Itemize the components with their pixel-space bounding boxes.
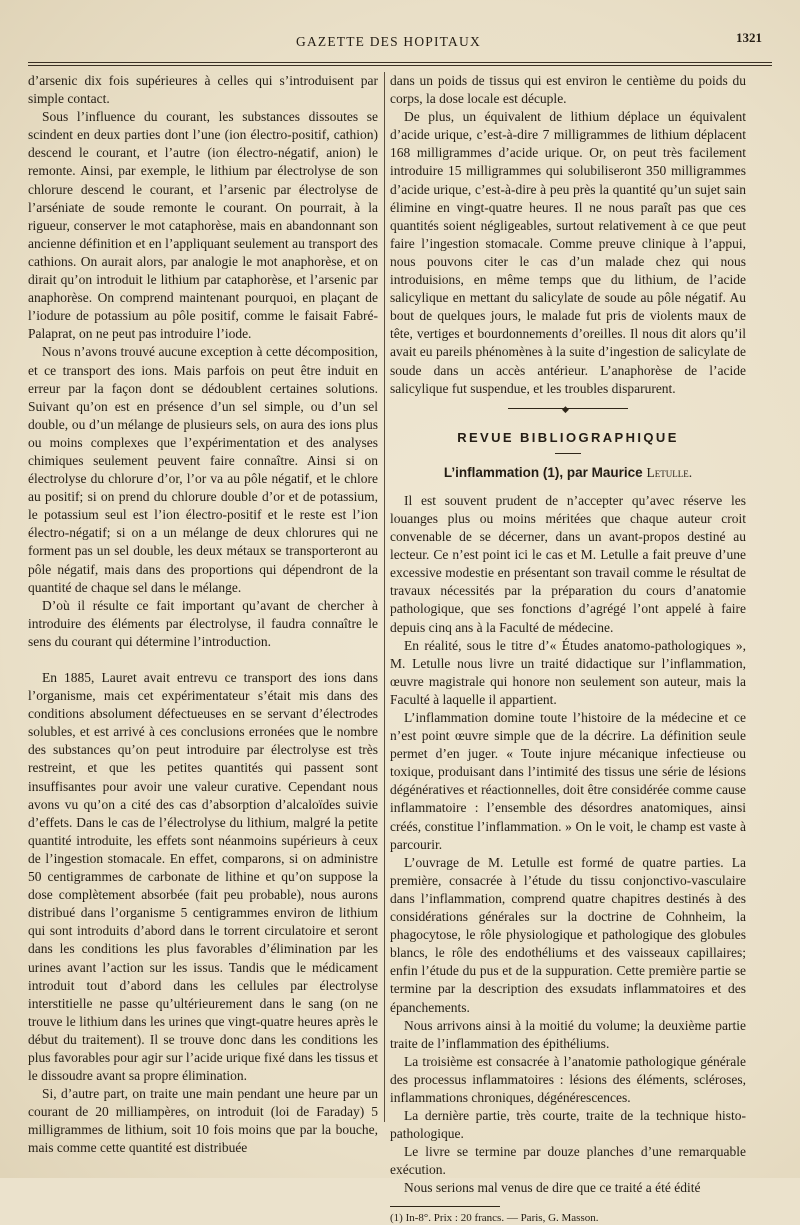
paragraph: Nous arrivons ainsi à la moitié du volume; la deuxième partie traite de l’inflammation des épithéliums. <box>390 1017 746 1051</box>
paragraph: Nous serions mal venus de dire que ce traité a été édité <box>404 1180 701 1196</box>
paragraph: Si, d’autre part, on traite une main pendant une heure par un courant de 20 milliampères, on introduit (loi de Faraday) 5 milligrammes de lithium, soit 10 fois moins que par la bouche, mais comme cette quantité est distribuée <box>28 1086 378 1156</box>
paragraph: De plus, un équivalent de lithium déplace un équivalent d’acide urique, c’est-à-dire 7 milligrammes de lithium déplacent 168 milligrammes d’acide urique. Or, on peut très facilement introduire 15 milligrammes qui solubiliseront 350 milligrammes d’acide urique, c’est-à-dire à peu près la quantité qu’un sujet sain élimine en vingt-quatre heures. Il ne nous paraît pas que ces quantités soient négligeables, surtout relativement à ce que peut faire l’ingestion stomacale. Comme preuve clinique à l’appui, nous pouvons citer le cas d’un malade chez qui nous introduisions, en même temps que du lithium, de l’acide salicylique en mettant du salicylate de soude au pôle négatif. Au bout de quelques jours, le malade fut pris de violents maux de tête, vertiges et bourdonnements d’oreilles. Il nous dit alors qu’il avait eu pareils phénomènes à la suite d’ingestion de salicylate de soude dans un accès antérieur. L’anaphorèse de l’acide salicylique fut suspendue, et les troubles disparurent. <box>390 109 746 396</box>
paragraph: Nous n’avons trouvé aucune exception à cette décomposition, et ce transport des ions. Mais parfois on peut être induit en erreur par la façon dont se dédoublent certaines solutions. Suivant qu’on est en présence d’un sel simple, ou d’un sel double, ou d’un mélange de plusieurs sels, on aura des ions plus ou moins complexes que l’expérimentation et des analyses chimiques seulement peuvent faire connaître. Ainsi si on électrolyse du chlorure d’or, l’or va au pôle négatif, et le chlore au positif; si on prend du chlorure double d’or et de potassium, le potassium seul est l’ion électro-positif et le reste est l’ion électro-négatif; si on a un mélange de deux chlorures qui ne forment pas un sel double, les deux métaux se transporteront au pôle négatif, mais dans des proportions qui dépendront de la quantité de chaque sel dans le mélange. <box>28 344 378 595</box>
paragraph: En 1885, Lauret avait entrevu ce transport des ions dans l’organisme, mais cet expérimentateur s’était mis dans des conditions absolument défectueuses en se servant d’électrodes solubles, et est arrivé à ces conclusions erronées que le nombre des substances qu’on peut introduire par électrolyse est très restreint, et que les petites quantités qui passent sont insuffisantes pour avoir une valeur curative. Cependant nous avons vu qu’on a cité des cas d’absorption d’alcaloïdes suivie d’effets. Dans le cas de l’électrolyse du lithium, malgré la petite quantité introduite, les effets sont néanmoins supérieurs à ceux de l’ingestion stomacale. En effet, comparons, si on administre 50 centigrammes de carbonate de lithine et qu’on suppose la dose complètement absorbée (fait peu probable), nous aurons distribué dans l’organisme 5 centigrammes environ de lithium qui sont introduits d’abord dans le torrent circulatoire et seront dans les conditions les plus favorables d’élimination par les urines avant l’action sur les issus. Tandis que le médicament introduit tout d’abord dans les cellules par électrolyse interstitielle ne passe qu’ultérieurement dans le sang (on ne trouve le lithium dans les urines que vingt-quatre heures après le début du traitement). Il se trouve donc dans les conditions les plus favorables pour agir sur l’acide urique fixé dans les tissus et le dissoudre avant sa propre élimination. <box>28 670 378 1084</box>
right-column <box>390 72 746 1225</box>
paragraph: d’arsenic dix fois supérieures à celles qui s’introduisent par simple contact. <box>28 73 378 107</box>
paragraph-gap <box>28 651 378 669</box>
paragraph: dans un poids de tissus qui est environ le centième du poids du corps, la dose locale est décuple. <box>390 73 746 107</box>
book-review-title <box>390 464 746 482</box>
book-title-text: L’inflammation (1), par Maurice <box>443 464 643 480</box>
running-head <box>0 30 800 54</box>
footnote: (1) In-8°. Prix : 20 francs. — Paris, G. Masson. <box>390 1211 599 1224</box>
paragraph: En réalité, sous le titre d’« Études anatomo-pathologiques », M. Letulle nous livre un traité didactique sur l’inflammation, œuvre magistrale qui honore non seulement son auteur, mais la Faculté à laquelle il appartient. <box>390 637 746 707</box>
page-number: 1321 <box>736 30 762 45</box>
header-rule <box>28 62 772 66</box>
paragraph: Il est souvent prudent de n’accepter qu’avec réserve les louanges plus ou moins méritées que chaque auteur croit convenable de se décerner, dans un avant-propos destiné au lecteur. Ce n’est point ici le cas et M. Letulle a fait preuve d’une excessive modestie en présentant son travail comme le résultat de travaux nécessités par la préparation du cours d’anatomie pathologique, que ses fonctions d’agrégé l’ont appelé à faire depuis cinq ans à la Faculté de médecine. <box>390 492 746 635</box>
left-column <box>28 72 378 1158</box>
paragraph: D’où il résulte ce fait important qu’avant de chercher à introduire des éléments par électrolyse, il faudra connaître le sens du courant qui détermine l’introduction. <box>28 597 378 649</box>
section-title: REVUE BIBLIOGRAPHIQUE <box>457 429 679 445</box>
journal-title: GAZETTE DES HOPITAUX <box>296 34 481 49</box>
paragraph: L’ouvrage de M. Letulle est formé de quatre parties. La première, consacrée à l’étude du tissu conjonctivo-vasculaire dans l’inflammation, comprend quatre chapitres destinés à des considérations générales sur la doctrine de Cohnheim, la phagocytose, le rôle physiologique et pathologique des globules blancs, le rôle des endothéliums et des vaisseaux capillaires; enfin l’étude du pus et de la suppuration. Cette première partie se termine par la description des exsudats inflammatoires et des épanchements. <box>390 854 746 1015</box>
paragraph: La dernière partie, très courte, traite de la technique histo-pathologique. <box>390 1108 746 1142</box>
short-rule <box>555 453 581 454</box>
paragraph: La troisième est consacrée à l’anatomie pathologique générale des processus inflammatoires : lésions des éléments, scléroses, inflammations chroniques, dégénérescences. <box>390 1053 746 1105</box>
footnote-rule <box>390 1206 500 1207</box>
paragraph: Le livre se termine par douze planches d’une remarquable exécution. <box>390 1144 746 1178</box>
ornament-divider <box>508 408 628 415</box>
paragraph: L’inflammation domine toute l’histoire de la médecine et ce n’est point œuvre simple que de la décrire. La définition seule permet d’en juger. « Toute injure mécanique infectieuse ou toxique, produisant dans l’intimité des tissus une série de lésions dégénératives et réactionnelles, doit être considérée comme cause inflammatoire : l’ensemble des désordres anatomiques, ainsi créés, constitue l’inflammation. » On le voit, le champ est vaste à parcourir. <box>390 710 746 852</box>
book-author: Letulle. <box>646 464 693 480</box>
paragraph: Sous l’influence du courant, les substances dissoutes se scindent en deux parties dont l’une (ion électro-positif, cathion) descend le courant, et l’autre (ion électro-négatif, anion) le remonte. Ainsi, par exemple, le lithium par électrolyse de son chlorure descend le courant, et l’arsenic par électrolyse de l’arséniate de soude remonte le courant. On pourrait, à la rigueur, conserver le mot cataphorèse, mais en abandonnant son ancienne définition et en l’appliquant seulement au transport des cathions. On aurait alors, par analogie le mot anaphorèse, et on dirait qu’on introduit le lithium par cataphorèse, et l’arsenic par anaphorèse. On comprend maintenant pourquoi, en plaçant de l’iodure de potassium au pôle positif, comme le faisait Fabré-Palaprat, on ne peut pas introduire l’iode. <box>28 109 378 342</box>
column-divider <box>384 72 385 1122</box>
